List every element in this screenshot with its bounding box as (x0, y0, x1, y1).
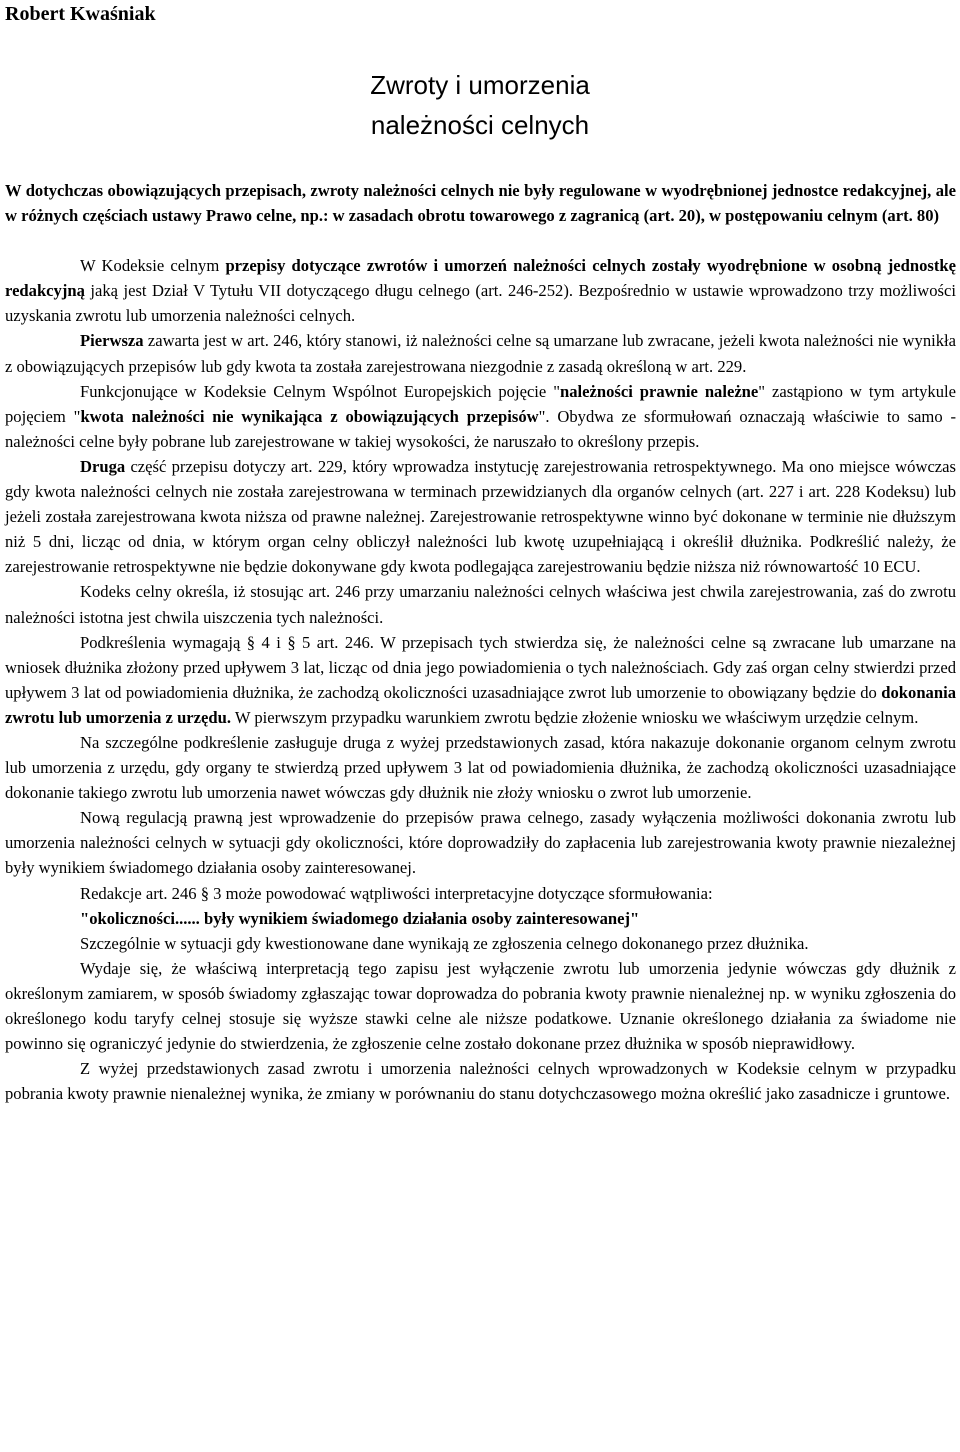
bold-segment: Pierwsza (80, 331, 144, 351)
bold-segment: "okoliczności...... były wynikiem świadomego działania osoby zainteresowanej" (80, 908, 640, 928)
text-segment: Funkcjonujące w Kodeksie Celnym Wspólnot Europejskich pojęcie " (80, 381, 561, 401)
paragraph-gap (5, 228, 956, 253)
text-segment: W pierwszym przypadku warunkiem zwrotu będzie złożenie wniosku we właściwym urzędzie celnym. (231, 707, 919, 727)
paragraph-wydaje-sie: Wydaje się, że właściwą interpretacją tego zapisu jest wyłączenie zwrotu lub umorzenia jedynie wówczas gdy dłużnik z określonym zamiarem, w sposób świadomy zgłaszając towar doprowadza do pobrania kwoty prawnie nienależnej np. w wyniku zgłoszenia do określonego kodu taryfy celnej stosuje się wyższe stawki celne ale niższe podatkowe. Uznanie określonego działania za świadome nie powinno się ograniczyć jedynie do stwierdzenia, że zgłoszenie celne zostało dokonane przez dłużnika w sposób nieprawidłowy. (5, 958, 956, 1054)
paragraph-druga (5, 454, 956, 579)
text-segment: W Kodeksie celnym (80, 256, 226, 276)
paragraph-pierwsza (5, 328, 956, 378)
paragraph-szczegolne-podkreslenie: Na szczególne podkreślenie zasługuje druga z wyżej przedstawionych zasad, która nakazuje dokonanie organom celnym zwrotu lub umorzenia z urzędu, gdy organy te stwierdzą przed upływem 3 lat od powiadomienia dłużnika, że zachodzą okoliczności uzasadniające dokonanie takiego zwrotu lub umorzenia nawet wówczas gdy dłużnik nie złoży wniosku o zwrot lub umorzenie. (5, 732, 956, 803)
bold-segment: kwota należności nie wynikająca z obowiązujących przepisów (80, 406, 539, 426)
author-name: Robert Kwaśniak (5, 3, 156, 25)
document-body (5, 178, 956, 1106)
bold-segment: dokonania zwrotu lub umorzenia z urzędu. (5, 682, 956, 727)
intro-paragraph: W dotychczas obowiązujących przepisach, zwroty należności celnych nie były regulowane w wyodrębnionej jednostce redakcyjnej, ale w różnych częściach ustawy Prawo celne, np.: w zasadach obrotu towarowego z zagranicą (art. 20), w postępowaniu celnym (art. 80) (5, 181, 956, 226)
paragraph-redakcje: Redakcje art. 246 § 3 może powodować wątpliwości interpretacyjne dotyczące sformułowania: (80, 883, 713, 903)
paragraph-kodeks-celny (5, 253, 956, 328)
paragraph-funkcjonujace (5, 379, 956, 454)
bold-segment: przepisy dotyczące zwrotów i umorzeń należności celnych zostały wyodrębnione w osobną jednostkę redakcyjną (5, 256, 956, 301)
quoted-formulation (5, 906, 956, 931)
document-title-line-2: należności celnych (370, 110, 590, 140)
document-title-line-1: Zwroty i umorzenia (370, 70, 590, 100)
text-segment: jaką jest Dział V Tytułu VII dotyczącego długu celnego (art. 246-252). Bezpośrednio w ustawie wprowadzono trzy możliwości uzyskania zwrotu lub umorzenia należności celnych. (5, 281, 956, 326)
paragraph-szczegolnie: Szczególnie w sytuacji gdy kwestionowane dane wynikają ze zgłoszenia celnego dokonanego przez dłużnika. (80, 933, 809, 953)
paragraph-kodeks-okresla: Kodeks celny określa, iż stosując art. 246 przy umarzaniu należności celnych właściwa jest chwila zarejestrowania, zaś do zwrotu należności istotna jest chwila uiszczenia tych należności. (5, 582, 956, 627)
text-segment: Podkreślenia wymagają § 4 i § 5 art. 246. W przepisach tych stwierdza się, że należności celne są zwracane lub umarzane na wniosek dłużnika złożony przed upływem 3 lat, licząc od dnia jego powiadomienia o tych należnościach. Gdy zaś organ celny stwierdzi przed upływem 3 lat od powiadomienia dłużnika, że zachodzą okoliczności uzasadniające zwrot lub umorzenie to obowiązany będzie do (5, 632, 956, 702)
paragraph-podkreslenia (5, 630, 956, 730)
text-segment: zawarta jest w art. 246, który stanowi, iż należności celne są umarzane lub zwracane, jeżeli kwota należności nie wynikła z obowiązujących przepisów lub gdy kwota ta została zarejestrowana niezgodnie z zasadą określoną w art. 229. (5, 331, 956, 376)
paragraph-nowa-regulacja: Nową regulacją prawną jest wprowadzenie do przepisów prawa celnego, zasady wyłączenia możliwości dokonania zwrotu lub umorzenia należności celnych w sytuacji gdy okoliczności, które doprowadziły do zapłacenia lub zarejestrowania kwoty prawnie niezależnej były wynikiem świadomego działania osoby zainteresowanej. (5, 808, 956, 878)
text-segment: część przepisu dotyczy art. 229, który wprowadza instytucję zarejestrowania retrospektywnego. Ma ono miejsce wówczas gdy kwota należności celnych nie została zarejestrowana w terminach przewidzianych dla organów celnych (art. 227 i art. 228 Kodeksu) lub jeżeli została zarejestrowana kwota niższa od prawne należnej. Zarejestrowanie retrospektywne winno być dokonane w terminie nie dłuższym niż 5 dni, licząc od dnia, w którym organ celny obliczył należności lub kwotę uzupełniającą i określił dłużnika. Podkreślić należy, że zarejestrowanie retrospektywne nie będzie dokonywane gdy kwota podlegająca zarejestrowaniu będzie niższa niż równowartość 10 ECU. (5, 456, 956, 577)
text-segment: ". Obydwa ze sformułowań oznaczają właściwie to samo - należności celne były pobrane lub zarejestrowane w takiej wysokości, że naruszało to określony przepis. (5, 406, 956, 451)
paragraph-z-wyzej: Z wyżej przedstawionych zasad zwrotu i umorzenia należności celnych wprowadzonych w Kodeksie celnym w przypadku pobrania kwoty prawnie nienależnej wynika, że zmiany w porównaniu do stanu dotychczasowego można określić jako zasadnicze i gruntowe. (5, 1059, 956, 1104)
bold-segment: należności prawnie należne (560, 381, 759, 401)
bold-segment: Druga (80, 456, 126, 476)
text-segment: " zastąpiono w tym artykule pojęciem " (5, 381, 956, 426)
